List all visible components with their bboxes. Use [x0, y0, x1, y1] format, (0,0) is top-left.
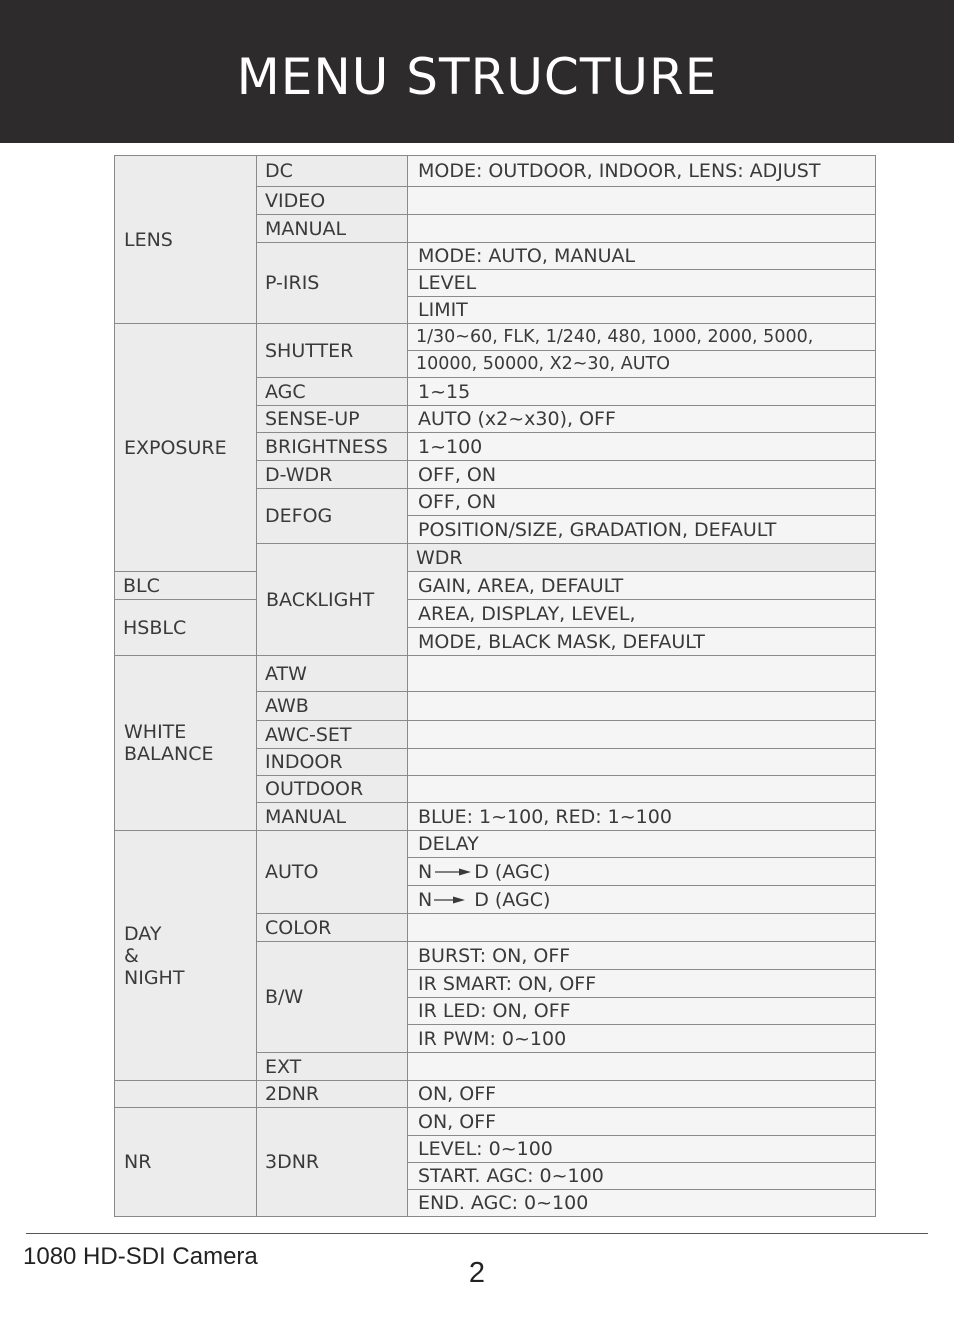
right-arrow-icon — [433, 895, 473, 905]
option-d-wdr: OFF, ON — [408, 461, 876, 489]
table-row — [115, 600, 876, 628]
option-hsblc-line2: MODE, BLACK MASK, DEFAULT — [408, 628, 876, 656]
category-lens: LENS — [115, 156, 257, 324]
submenu-blc: BLC — [115, 572, 257, 600]
option-wb-manual: BLUE: 1~100, RED: 1~100 — [408, 803, 876, 831]
option-agc: 1~15 — [408, 378, 876, 406]
submenu-lens-manual: MANUAL — [257, 215, 408, 243]
option-defog-settings: POSITION/SIZE, GRADATION, DEFAULT — [408, 516, 876, 544]
option-3dnr-level: LEVEL: 0~100 — [408, 1136, 876, 1163]
submenu-hsblc: HSBLC — [115, 600, 257, 656]
option-burst: BURST: ON, OFF — [408, 942, 876, 970]
option-atw — [408, 656, 876, 692]
category-backlight: BACKLIGHT — [257, 544, 408, 656]
option-ext — [408, 1053, 876, 1081]
category-white-balance — [115, 656, 257, 831]
table-row — [115, 1081, 876, 1108]
page-header — [0, 0, 954, 143]
submenu-ext: EXT — [257, 1053, 408, 1081]
option-blc: GAIN, AREA, DEFAULT — [408, 572, 876, 600]
option-shutter-line1: 1/30~60, FLK, 1/240, 480, 1000, 2000, 5000, — [408, 324, 876, 351]
option-n-to-d-long — [408, 858, 876, 886]
table-row — [115, 572, 876, 600]
category-day-night — [115, 831, 257, 1081]
submenu-dc: DC — [257, 156, 408, 187]
submenu-indoor: INDOOR — [257, 749, 408, 776]
d-agc-label: D (AGC) — [474, 888, 551, 911]
submenu-wdr: WDR — [408, 544, 876, 572]
submenu-agc: AGC — [257, 378, 408, 406]
submenu-piris: P-IRIS — [257, 243, 408, 324]
option-sense-up: AUTO (x2~x30), OFF — [408, 406, 876, 433]
category-nr: NR — [115, 1108, 257, 1217]
category-nr-top — [115, 1081, 257, 1108]
submenu-dn-auto: AUTO — [257, 831, 408, 914]
category-day-night-line1: DAY — [124, 922, 162, 945]
d-agc-label: D (AGC) — [474, 860, 551, 883]
option-ir-led: IR LED: ON, OFF — [408, 998, 876, 1025]
table-row — [115, 831, 876, 858]
n-label: N — [418, 860, 433, 883]
category-exposure: EXPOSURE — [115, 324, 257, 572]
category-day-night-line3: NIGHT — [124, 966, 185, 989]
submenu-2dnr: 2DNR — [257, 1081, 408, 1108]
footer-divider — [26, 1233, 928, 1234]
table-row — [115, 156, 876, 187]
page-title: MENU STRUCTURE — [236, 48, 718, 106]
page-number: 2 — [468, 1257, 486, 1289]
menu-structure-table — [114, 155, 876, 1217]
option-defog-onoff: OFF, ON — [408, 489, 876, 516]
option-piris-level: LEVEL — [408, 270, 876, 297]
submenu-shutter: SHUTTER — [257, 324, 408, 378]
category-day-night-line2: & — [124, 944, 139, 967]
option-awc-set — [408, 721, 876, 749]
submenu-brightness: BRIGHTNESS — [257, 433, 408, 461]
submenu-outdoor: OUTDOOR — [257, 776, 408, 803]
submenu-d-wdr: D-WDR — [257, 461, 408, 489]
option-brightness: 1~100 — [408, 433, 876, 461]
submenu-3dnr: 3DNR — [257, 1108, 408, 1217]
option-piris-mode: MODE: AUTO, MANUAL — [408, 243, 876, 270]
footer-model-name: 1080 HD-SDI Camera — [23, 1243, 258, 1270]
category-white-balance-line1: WHITE — [124, 721, 187, 743]
option-3dnr-onoff: ON, OFF — [408, 1108, 876, 1136]
submenu-atw: ATW — [257, 656, 408, 692]
option-awb — [408, 692, 876, 721]
option-color — [408, 914, 876, 942]
submenu-color: COLOR — [257, 914, 408, 942]
submenu-sense-up: SENSE-UP — [257, 406, 408, 433]
n-label: N — [418, 888, 433, 911]
option-piris-limit: LIMIT — [408, 297, 876, 324]
option-shutter-line2: 10000, 50000, X2~30, AUTO — [408, 351, 876, 378]
option-dn-delay: DELAY — [408, 831, 876, 858]
option-3dnr-end-agc: END. AGC: 0~100 — [408, 1190, 876, 1217]
submenu-wb-manual: MANUAL — [257, 803, 408, 831]
submenu-defog: DEFOG — [257, 489, 408, 544]
option-video — [408, 187, 876, 215]
submenu-bw: B/W — [257, 942, 408, 1053]
option-dc: MODE: OUTDOOR, INDOOR, LENS: ADJUST — [408, 156, 876, 187]
table-row — [115, 324, 876, 351]
option-lens-manual — [408, 215, 876, 243]
option-outdoor — [408, 776, 876, 803]
option-ir-pwm: IR PWM: 0~100 — [408, 1025, 876, 1053]
option-3dnr-start-agc: START. AGC: 0~100 — [408, 1163, 876, 1190]
option-indoor — [408, 749, 876, 776]
right-arrow-icon — [433, 867, 473, 877]
option-hsblc-line1: AREA, DISPLAY, LEVEL, — [408, 600, 876, 628]
table-row — [115, 656, 876, 692]
submenu-awc-set: AWC-SET — [257, 721, 408, 749]
category-white-balance-line2: BALANCE — [124, 743, 214, 765]
table-row — [115, 1108, 876, 1136]
option-2dnr: ON, OFF — [408, 1081, 876, 1108]
option-ir-smart: IR SMART: ON, OFF — [408, 970, 876, 998]
submenu-video: VIDEO — [257, 187, 408, 215]
submenu-awb: AWB — [257, 692, 408, 721]
option-n-to-d-short — [408, 886, 876, 914]
